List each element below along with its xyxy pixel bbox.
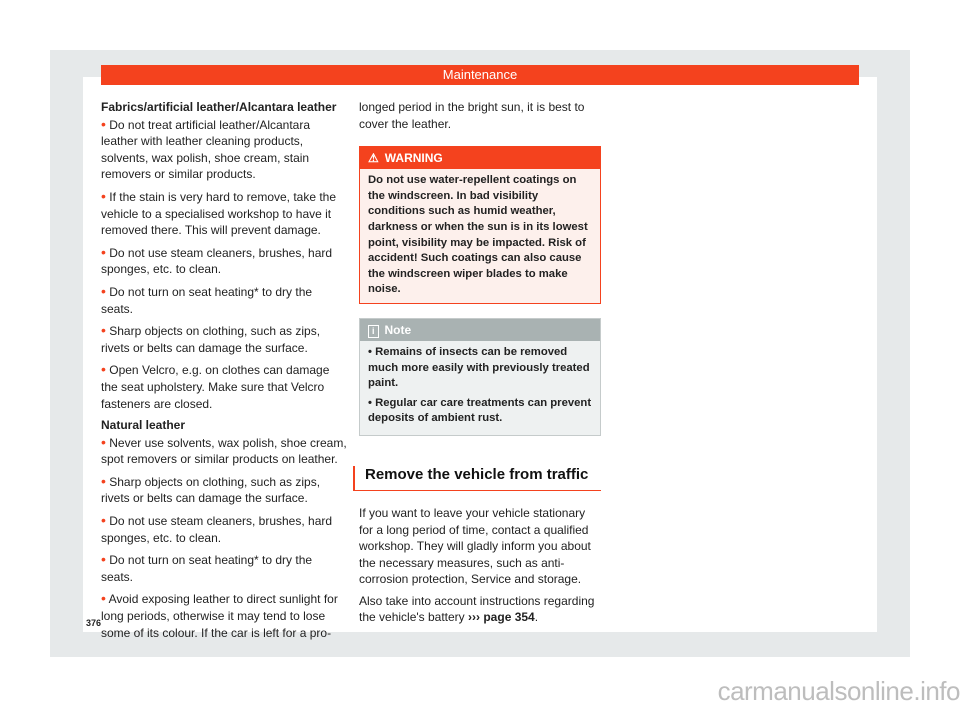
note-title: Note bbox=[384, 322, 412, 337]
heading-fabrics: Fabrics/artificial leather/Alcantara leather bbox=[101, 100, 337, 114]
note-item: • Remains of insects can be removed much more easily with previously treated paint. bbox=[368, 345, 590, 390]
bullet-icon: • bbox=[101, 115, 106, 132]
left-column bbox=[101, 99, 347, 646]
bullet-item: • Do not use steam cleaners, brushes, hard sponges, etc. to clean. bbox=[101, 512, 333, 545]
page-number: 376 bbox=[86, 618, 102, 628]
bullet-icon: • bbox=[101, 433, 106, 450]
bullet-icon: • bbox=[101, 322, 106, 339]
info-icon: i bbox=[368, 325, 379, 338]
bullet-item: • Sharp objects on clothing, such as zips, rivets or belts can damage the surface. bbox=[101, 322, 321, 355]
warning-triangle-icon: ⚠ bbox=[368, 151, 379, 166]
bullet-icon: • bbox=[101, 187, 106, 204]
warning-box bbox=[359, 146, 601, 304]
page-link[interactable]: ››› page 354 bbox=[468, 610, 535, 625]
bullet-item: • Avoid exposing leather to direct sunlight for long periods, otherwise it may tend to lose some of its colour. If the car is left for a pro- bbox=[101, 590, 338, 640]
bullet-item: • If the stain is very hard to remove, take the vehicle to a specialised workshop to have it removed there. This will prevent damage. bbox=[101, 187, 337, 238]
bullet-item: • Do not use steam cleaners, brushes, hard sponges, etc. to clean. bbox=[101, 243, 333, 277]
bullet-icon: • bbox=[101, 243, 106, 260]
bullet-icon: • bbox=[101, 512, 106, 529]
section-title: Remove the vehicle from traffic bbox=[353, 466, 601, 491]
bullet-icon: • bbox=[101, 361, 106, 378]
bullet-item: • Do not turn on seat heating* to dry the seats. bbox=[101, 282, 313, 316]
warning-text: Do not use water-repellent coatings on the windscreen. In bad visibility conditions such as humid weather, darkness or when the sun is in its lowest point, visibility may be impacted. Risk of accident! Such coatings can also cause the windscreen wiper blades to make noise. bbox=[368, 174, 588, 296]
paragraph: If you want to leave your vehicle stationary for a long period of time, contact a qualified workshop. They will gladly inform you about the necessary measures, such as anti-corrosion protection, Service and storage. bbox=[359, 505, 591, 587]
warning-title: WARNING bbox=[384, 151, 443, 166]
bullet-item: • Open Velcro, e.g. on clothes can damage the seat upholstery. Make sure that Velcro fasteners are closed. bbox=[101, 361, 330, 411]
right-column bbox=[359, 99, 601, 631]
paragraph: Also take into account instructions regarding the vehicle's battery ››› page 354. bbox=[359, 593, 595, 625]
bullet-item: • Do not treat artificial leather/Alcantara leather with leather cleaning products, solvents, wax polish, shoe cream, stain removers or similar products. bbox=[101, 115, 311, 182]
bullet-item: • Never use solvents, wax polish, shoe cream, spot removers or similar products on leather. bbox=[101, 433, 347, 467]
watermark: carmanualsonline.info bbox=[717, 676, 960, 706]
bullet-item: • Sharp objects on clothing, such as zips, rivets or belts can damage the surface. bbox=[101, 472, 321, 506]
bullet-icon: • bbox=[101, 282, 106, 299]
bullet-icon: • bbox=[101, 472, 106, 489]
chapter-header: Maintenance bbox=[101, 65, 859, 85]
continuation-text: longed period in the bright sun, it is best to cover the leather. bbox=[359, 100, 585, 131]
note-box bbox=[359, 318, 601, 436]
note-item: • Regular car care treatments can prevent deposits of ambient rust. bbox=[368, 396, 592, 425]
bullet-icon: • bbox=[101, 551, 106, 568]
bullet-item: • Do not turn on seat heating* to dry the seats. bbox=[101, 551, 313, 584]
heading-natural-leather: Natural leather bbox=[101, 418, 186, 433]
bullet-icon: • bbox=[101, 590, 106, 607]
